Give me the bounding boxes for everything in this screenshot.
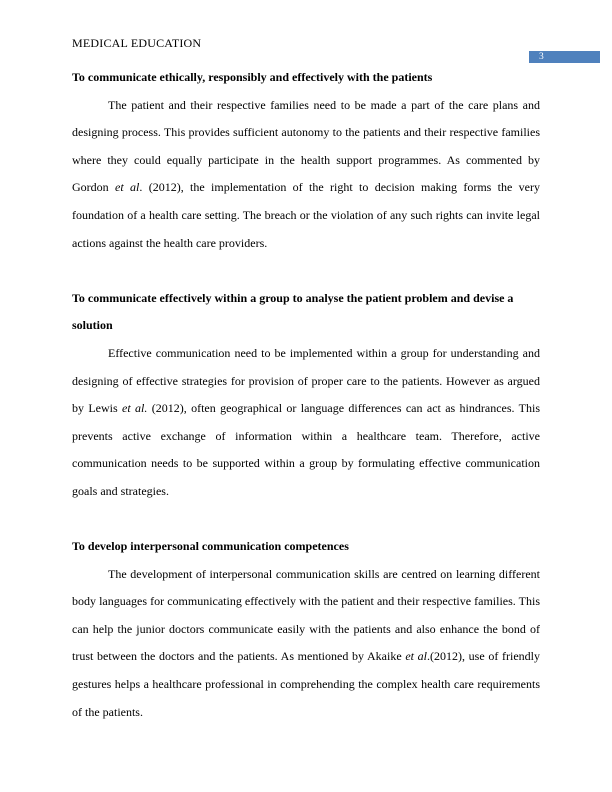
paragraph-interpersonal-competences <box>72 561 540 727</box>
citation-et-al: et al <box>405 649 427 664</box>
running-header-title: MEDICAL EDUCATION <box>72 36 202 50</box>
section-heading-group-communication: To communicate effectively within a group to analyse the patient problem and devise a solution <box>72 290 514 333</box>
paragraph-text: .(2012), use of friendly gestures helps a healthcare professional in comprehending the complex health care requirements of the patients. <box>72 649 540 719</box>
paragraph-text: (2012), often geographical or language differences can act as hindrances. This prevents active exchange of information within a healthcare team. Therefore, active communication needs to be supported within a group by formulating effective communication goals and strategies. <box>72 401 540 498</box>
citation-et-al: et al <box>115 180 140 195</box>
paragraph-text: The development of interpersonal communication skills are centred on learning different body languages for communicating effectively with the patient and their respective families. This can help the junior doctors communicate easily with the patients and also enhance the bond of trust between the doctors and the patients. As mentioned by Akaike <box>72 566 540 664</box>
section-spacer <box>72 506 540 534</box>
section-heading-ethical-communication: To communicate ethically, responsibly and effectively with the patients <box>72 70 433 84</box>
document-body <box>72 64 540 726</box>
section-heading-interpersonal-competences: To develop interpersonal communication competences <box>72 539 349 554</box>
citation-et-al: et al. <box>122 401 148 416</box>
paragraph-text: Effective communication need to be implemented within a group for understanding and designing of effective strategies for provision of proper care to the patients. However as argued by Lewis <box>72 345 540 416</box>
paragraph-group-communication <box>72 340 540 506</box>
paragraph-text: The patient and their respective families need to be made a part of the care plans and designing process. This provides sufficient autonomy to the patients and their respective families where they could equally participate in the health support programmes. As commented by Gordon <box>72 97 540 195</box>
section-spacer <box>72 257 540 285</box>
page-number-badge: 3 <box>529 51 600 63</box>
paragraph-ethical-communication <box>72 92 540 258</box>
paragraph-text: . (2012), the implementation of the right to decision making forms the very foundation of a health care setting. The breach or the violation of any such rights can invite legal actions against the health care providers. <box>72 180 541 250</box>
